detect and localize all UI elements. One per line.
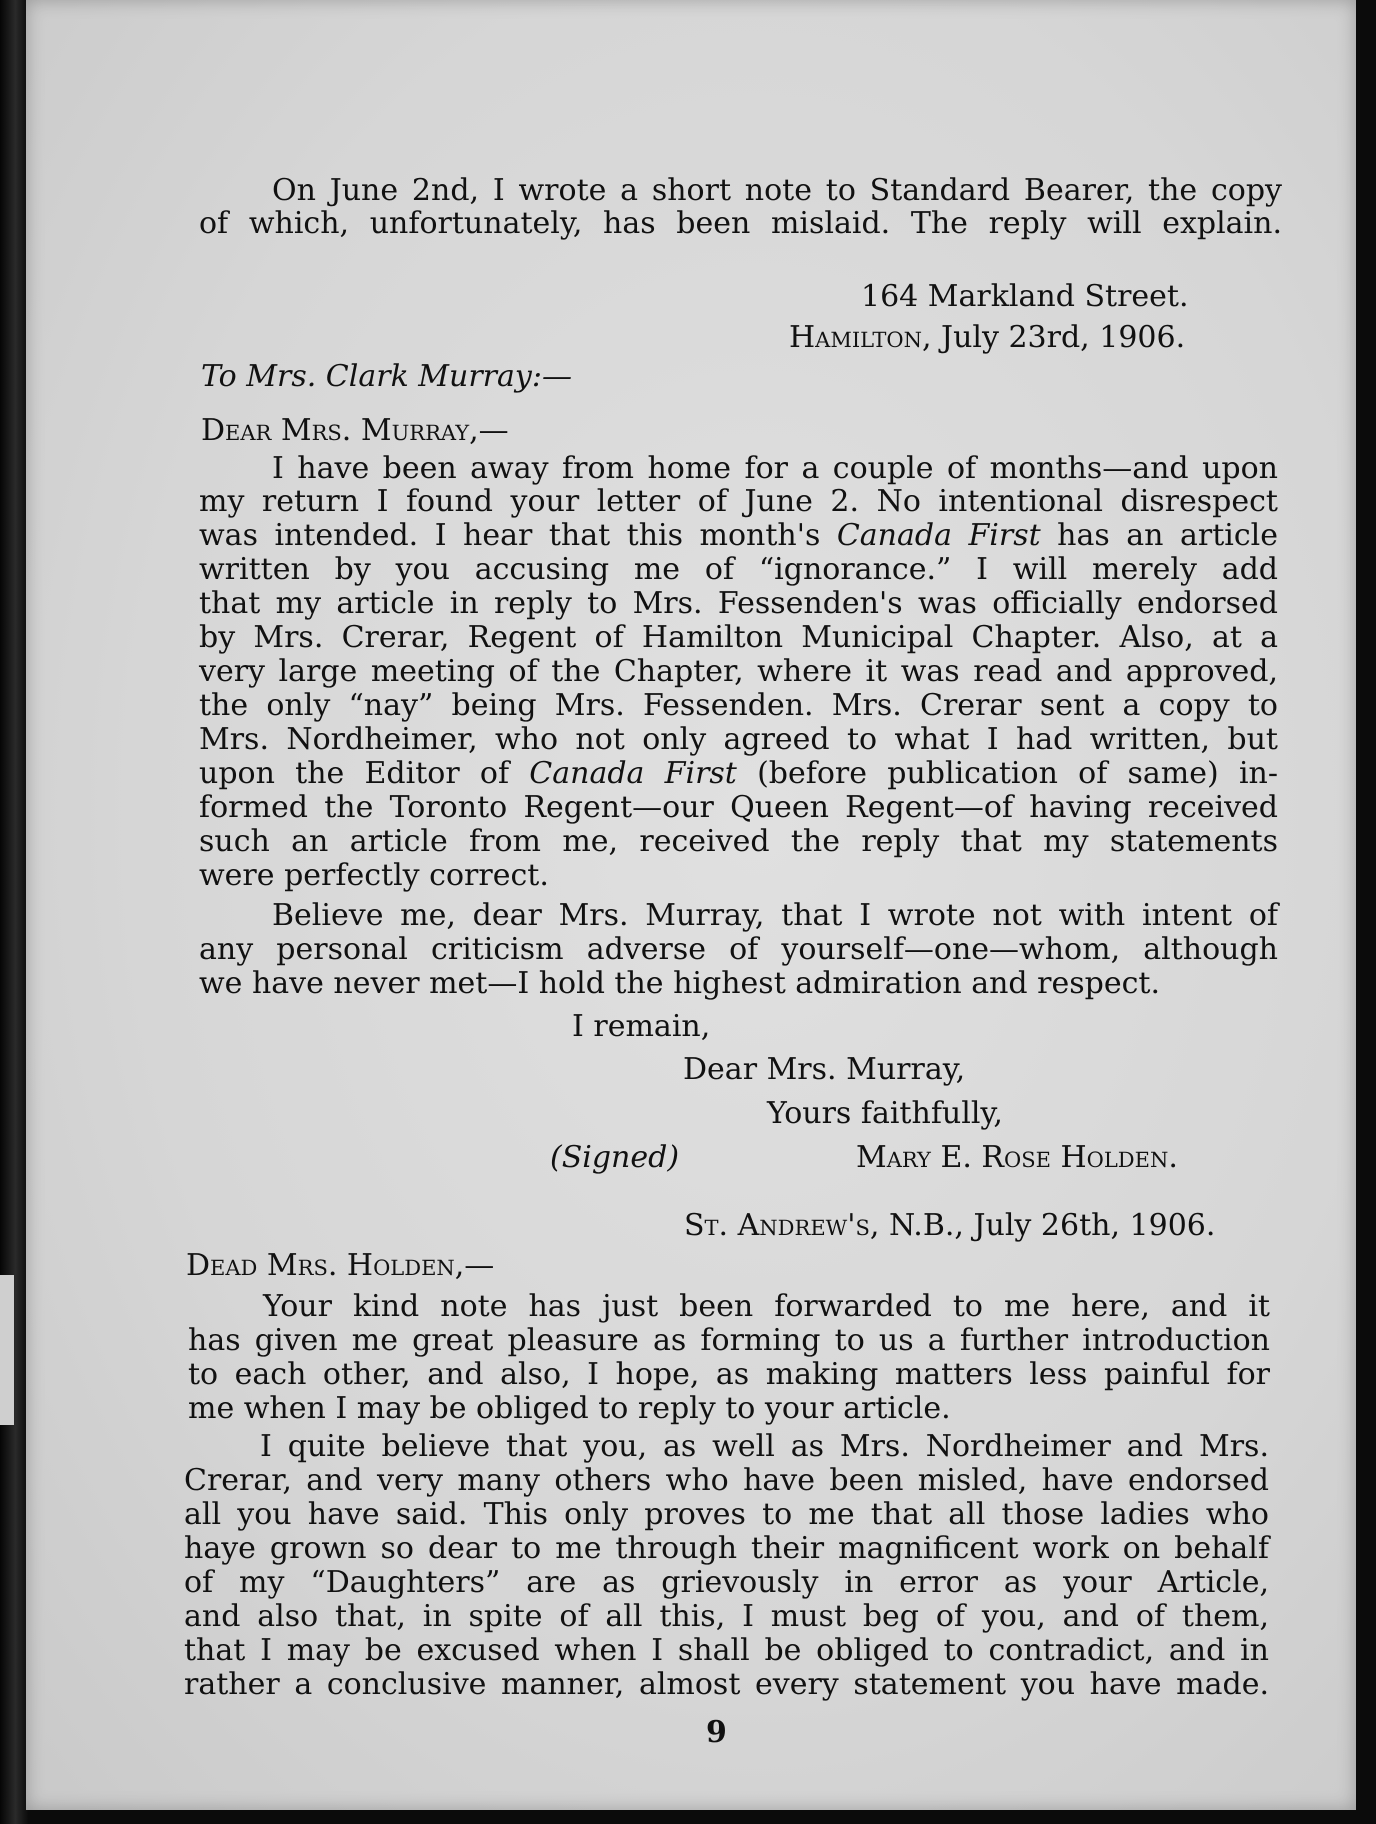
letter2-place-date [684, 1209, 1215, 1243]
letter1-line-4: written by you accusing me of “ignorance.” I will merely add [199, 552, 1278, 587]
letter1-date: , July 23rd, 1906. [921, 320, 1186, 355]
spine-edge-mark [0, 1275, 14, 1425]
letter1-line-9: Mrs. Nordheimer, who not only agreed to what I had written, but [199, 722, 1278, 757]
letter2-line-5: I quite believe that you, as well as Mrs. Nordheimer and Mrs. [260, 1429, 1269, 1464]
paper-sheet [26, 0, 1356, 1810]
letter2-date: , N.B., July 26th, 1906. [869, 1208, 1216, 1243]
letter2-line-1: Your kind note has just been forwarded to me here, and it [263, 1289, 1270, 1324]
page-number: 9 [706, 1715, 727, 1750]
letter2-line-9: of my “Daughters” are as grievously in error as your Article, [184, 1565, 1269, 1600]
book-spine [0, 0, 28, 1824]
letter1-line-1: I have been away from home for a couple of months—and upon [272, 451, 1278, 486]
letter1-line-12: such an article from me, received the reply that my statements [199, 824, 1278, 859]
intro-line-1: On June 2nd, I wrote a short note to Standard Bearer, the copy [272, 173, 1282, 208]
letter2-line-8: haye grown so dear to me through their magnificent work on behalf [184, 1531, 1269, 1566]
letter2-line-4: me when I may be obliged to reply to your article. [188, 1391, 951, 1426]
letter1-closing-1: I remain, [572, 1009, 711, 1044]
letter1-line-3-b: has an article [1040, 518, 1279, 553]
letter2-line-6: Crerar, and very many others who have been misled, have endorsed [184, 1463, 1269, 1498]
letter1-recipient: To Mrs. Clark Murray:— [201, 359, 572, 394]
letter2-line-12: rather a conclusive manner, almost every statement you have made. [184, 1667, 1269, 1702]
letter1-address: 164 Markland Street. [861, 279, 1189, 314]
intro-line-2: of which, unfortunately, has been mislaid. The reply will explain. [199, 206, 1282, 241]
letter1-line-7: very large meeting of the Chapter, where it was read and approved, [199, 654, 1278, 689]
letter1-line-8: the only “nay” being Mrs. Fessenden. Mrs. Crerar sent a copy to [199, 688, 1278, 723]
letter2-salutation: Dead Mrs. Holden,— [186, 1248, 495, 1283]
letter1-signature: Mary E. Rose Holden. [856, 1140, 1178, 1175]
letter1-line-11: formed the Toronto Regent—our Queen Regent—of having received [199, 790, 1278, 825]
letter1-line-3-a: was intended. I hear that this month's [199, 518, 837, 553]
page-text [26, 0, 1356, 1810]
letter2-line-3: to each other, and also, I hope, as making matters less painful for [188, 1357, 1270, 1392]
letter2-line-10: and also that, in spite of all this, I must beg of you, and of them, [184, 1599, 1269, 1634]
letter1-closing-3: Yours faithfully, [767, 1096, 1003, 1131]
letter1-line-16: we have never met—I hold the highest admiration and respect. [199, 966, 1160, 1001]
letter1-signed-note: (Signed) [550, 1140, 680, 1175]
letter1-place: Hamilton [789, 320, 922, 355]
letter1-line-15: any personal criticism adverse of yourself—one—whom, although [199, 932, 1278, 967]
letter1-line-5: that my article in reply to Mrs. Fessenden's was officially endorsed [199, 586, 1278, 621]
letter1-closing-2: Dear Mrs. Murray, [683, 1052, 966, 1087]
letter2-line-11: that I may be excused when I shall be obliged to contradict, and in [184, 1633, 1269, 1668]
letter1-line-13: were perfectly correct. [199, 858, 549, 893]
letter2-line-2: has given me great pleasure as forming to us a further introduction [188, 1323, 1270, 1358]
letter1-line-14: Believe me, dear Mrs. Murray, that I wrote not with intent of [272, 898, 1278, 933]
canada-first-title-1: Canada First [836, 518, 1041, 553]
letter1-salutation: Dear Mrs. Murray,— [201, 413, 509, 448]
letter2-line-7: all you have said. This only proves to me that all those ladies who [184, 1497, 1269, 1532]
letter2-place: St. Andrew's [684, 1208, 870, 1243]
letter1-line-3 [199, 519, 1278, 553]
canada-first-title-2: Canada First [529, 756, 737, 791]
letter1-line-6: by Mrs. Crerar, Regent of Hamilton Municipal Chapter. Also, at a [199, 620, 1278, 655]
letter1-line-2: my return I found your letter of June 2. No intentional disrespect [199, 484, 1278, 519]
letter1-line-10-a: upon the Editor of [199, 756, 530, 791]
letter1-line-10-b: (before publication of same) in- [736, 756, 1278, 791]
letter1-line-10 [199, 757, 1278, 791]
letter1-place-date [789, 321, 1185, 355]
